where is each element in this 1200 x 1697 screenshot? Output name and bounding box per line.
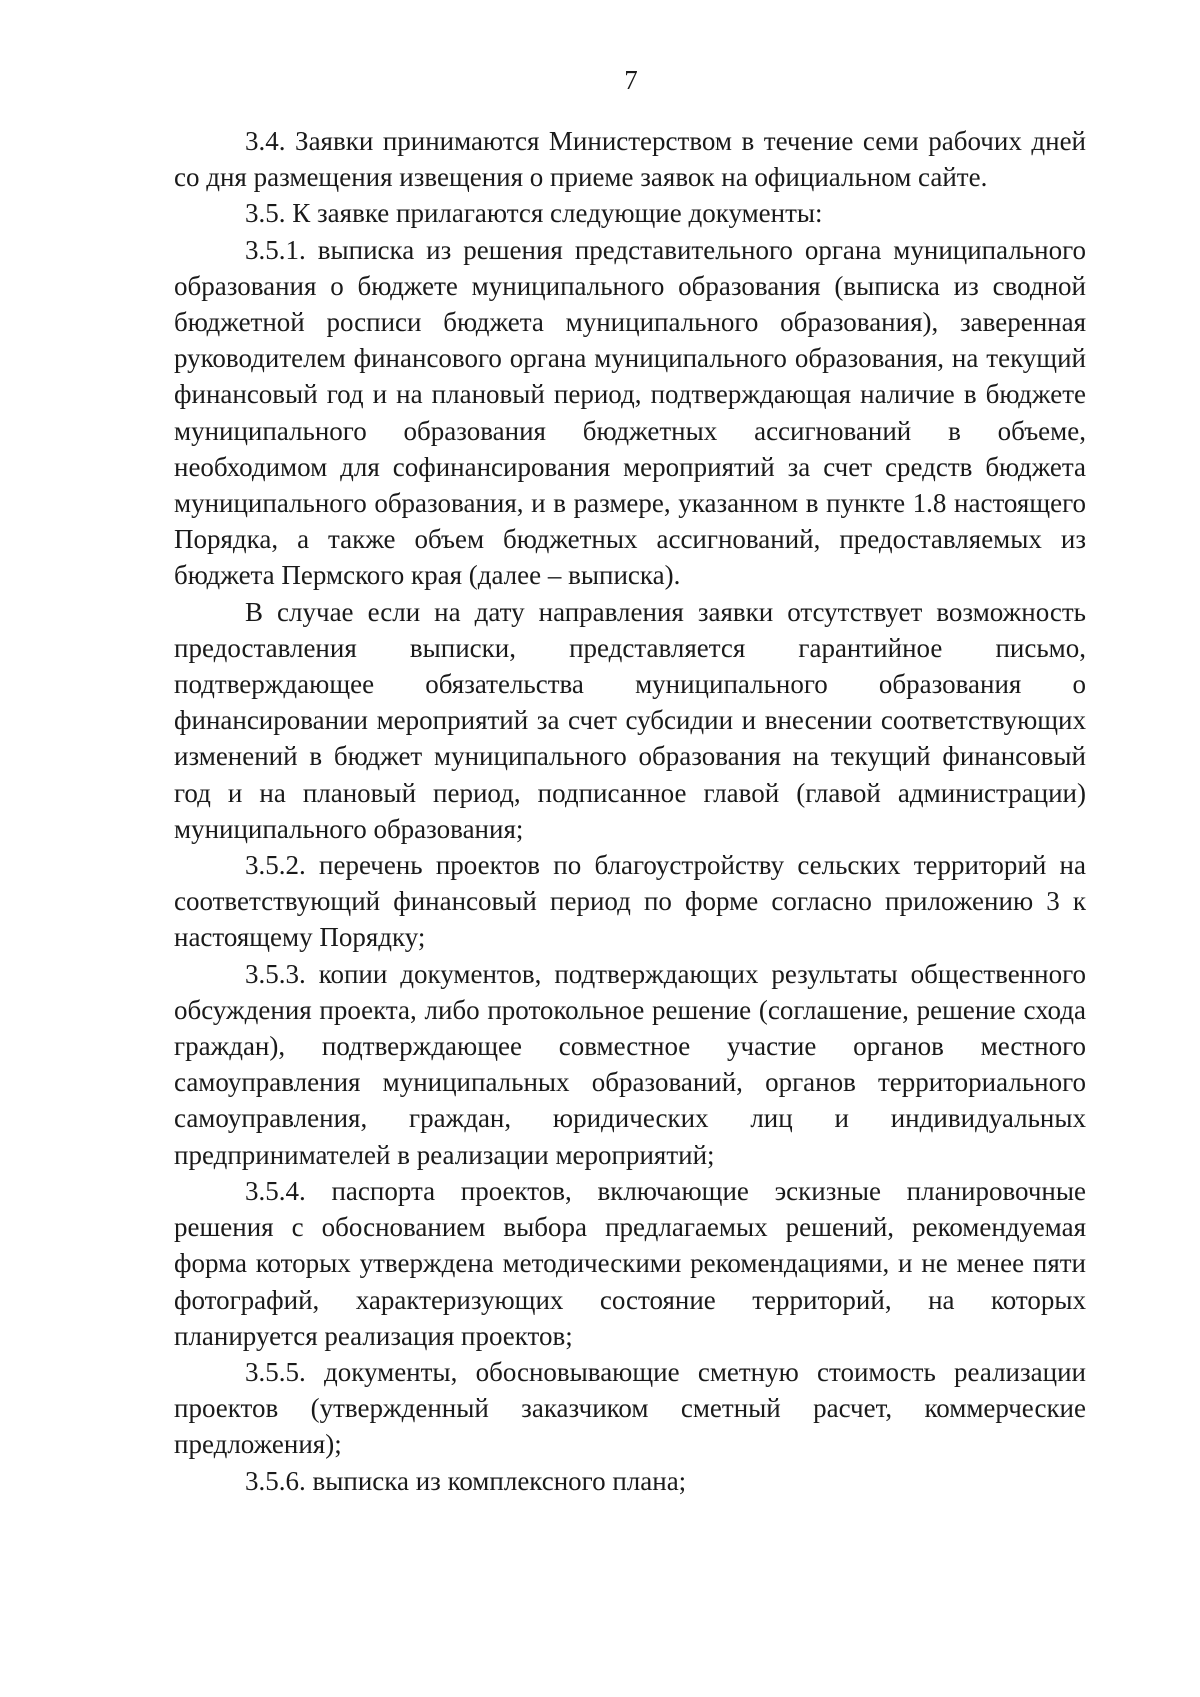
paragraph-3-5-5: 3.5.5. документы, обосновывающие сметную стоимость реализации проектов (утвержденный заказчиком сметный расчет, коммерческие предложения); <box>174 1356 1086 1460</box>
page-number: 7 <box>624 65 638 95</box>
paragraph-3-5-1-guarantee-letter: В случае если на дату направления заявки отсутствует возможность предоставления выписки, представляется гарантийное письмо, подтверждающее обязательства муниципального образования о финансировании мероприятий за счет субсидии и внесении соответствующих изменений в бюджет муниципального образования на текущий финансовый год и на плановый период, подписанное главой (главой администрации) муниципального образования; <box>174 596 1086 844</box>
paragraph-3-5-3: 3.5.3. копии документов, подтверждающих результаты общественного обсуждения проекта, либо протокольное решение (соглашение, решение схода граждан), подтверждающее совместное участие органов местного самоуправления муниципальных образований, органов территориального самоуправления, граждан, юридических лиц и индивидуальных предпринимателей в реализации мероприятий; <box>174 958 1086 1170</box>
paragraph-3-4: 3.4. Заявки принимаются Министерством в течение семи рабочих дней со дня размещения извещения о приеме заявок на официальном сайте. <box>174 126 1086 193</box>
paragraph-3-5-6: 3.5.6. выписка из комплексного плана; <box>245 1465 687 1496</box>
document-body <box>174 123 1086 1499</box>
paragraph-3-5-4: 3.5.4. паспорта проектов, включающие эскизные планировочные решения с обоснованием выбора предлагаемых решений, рекомендуемая форма которых утверждена методическими рекомендациями, и не менее пяти фотографий, характеризующих состояние территорий, на которых планируется реализация проектов; <box>174 1175 1086 1351</box>
paragraph-3-5-2: 3.5.2. перечень проектов по благоустройству сельских территорий на соответствующий финансовый период по форме согласно приложению 3 к настоящему Порядку; <box>174 850 1086 953</box>
paragraph-3-5: 3.5. К заявке прилагаются следующие документы: <box>245 198 823 229</box>
paragraph-3-5-1: 3.5.1. выписка из решения представительного органа муниципального образования о бюджете муниципального образования (выписка из сводной бюджетной росписи бюджета муниципального образования), заверенная руководителем финансового органа муниципального образования, на текущий финансовый год и на плановый период, подтверждающая наличие в бюджете муниципального образования бюджетных ассигнований в объеме, необходимом для софинансирования мероприятий за счет средств бюджета муниципального образования, и в размере, указанном в пункте 1.8 настоящего Порядка, а также объем бюджетных ассигнований, предоставляемых из бюджета Пермского края (далее – выписка). <box>174 234 1086 591</box>
